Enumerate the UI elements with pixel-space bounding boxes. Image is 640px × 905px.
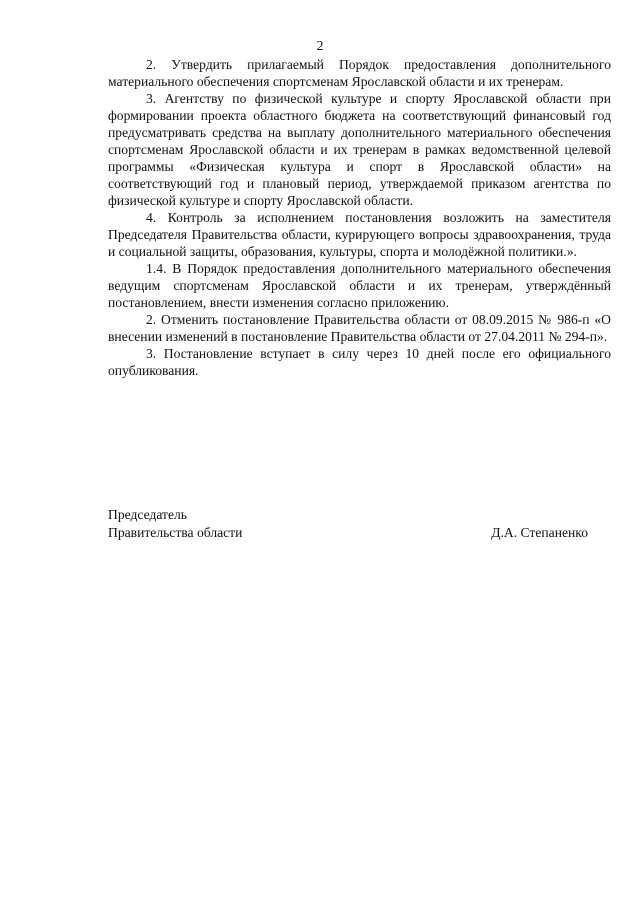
- paragraph-approve-procedure: 2. Утвердить прилагаемый Порядок предоставления дополнительного материального обеспечения спортсменам Ярославской области и их тренерам.: [108, 57, 611, 89]
- paragraph-control: 4. Контроль за исполнением постановления возложить на заместителя Председателя Правительства области, курирующего вопросы здравоохранения, труда и социальной защиты, образования, культуры, спорта и молодёжной политики.».: [108, 210, 611, 259]
- paragraph-effective-date: 3. Постановление вступает в силу через 10 дней после его официального опубликования.: [108, 346, 611, 378]
- signatory-title-line2: Правительства области: [108, 525, 243, 540]
- paragraph-procedure-amendments: 1.4. В Порядок предоставления дополнительного материального обеспечения ведущим спортсменам Ярославской области и их тренерам, утверждённый постановлением, внести изменения согласно приложению.: [108, 261, 611, 310]
- signatory-name: Д.А. Степаненко: [491, 525, 588, 540]
- signature-row: [108, 524, 588, 542]
- page-number: 2: [316, 39, 324, 54]
- signature-block: [108, 506, 588, 542]
- paragraph-agency-budget: 3. Агентству по физической культуре и спорту Ярославской области при формировании проекта областного бюджета на соответствующий финансовый год предусматривать средства на выплату дополнительного материального обеспечения спортсменам Ярославской области и их тренерам в рамках ведомственной целевой программы «Физическая культура и спорт в Ярославской области» на соответствующий год и плановый период, утверждаемой приказом агентства по физической культуре и спорту Ярославской области.: [108, 91, 611, 208]
- document-body: [108, 56, 611, 379]
- signatory-title-line1: Председатель: [108, 507, 187, 522]
- paragraph-repeal: 2. Отменить постановление Правительства области от 08.09.2015 № 986-п «О внесении изменений в постановление Правительства области от 27.04.2011 № 294-п».: [108, 312, 611, 344]
